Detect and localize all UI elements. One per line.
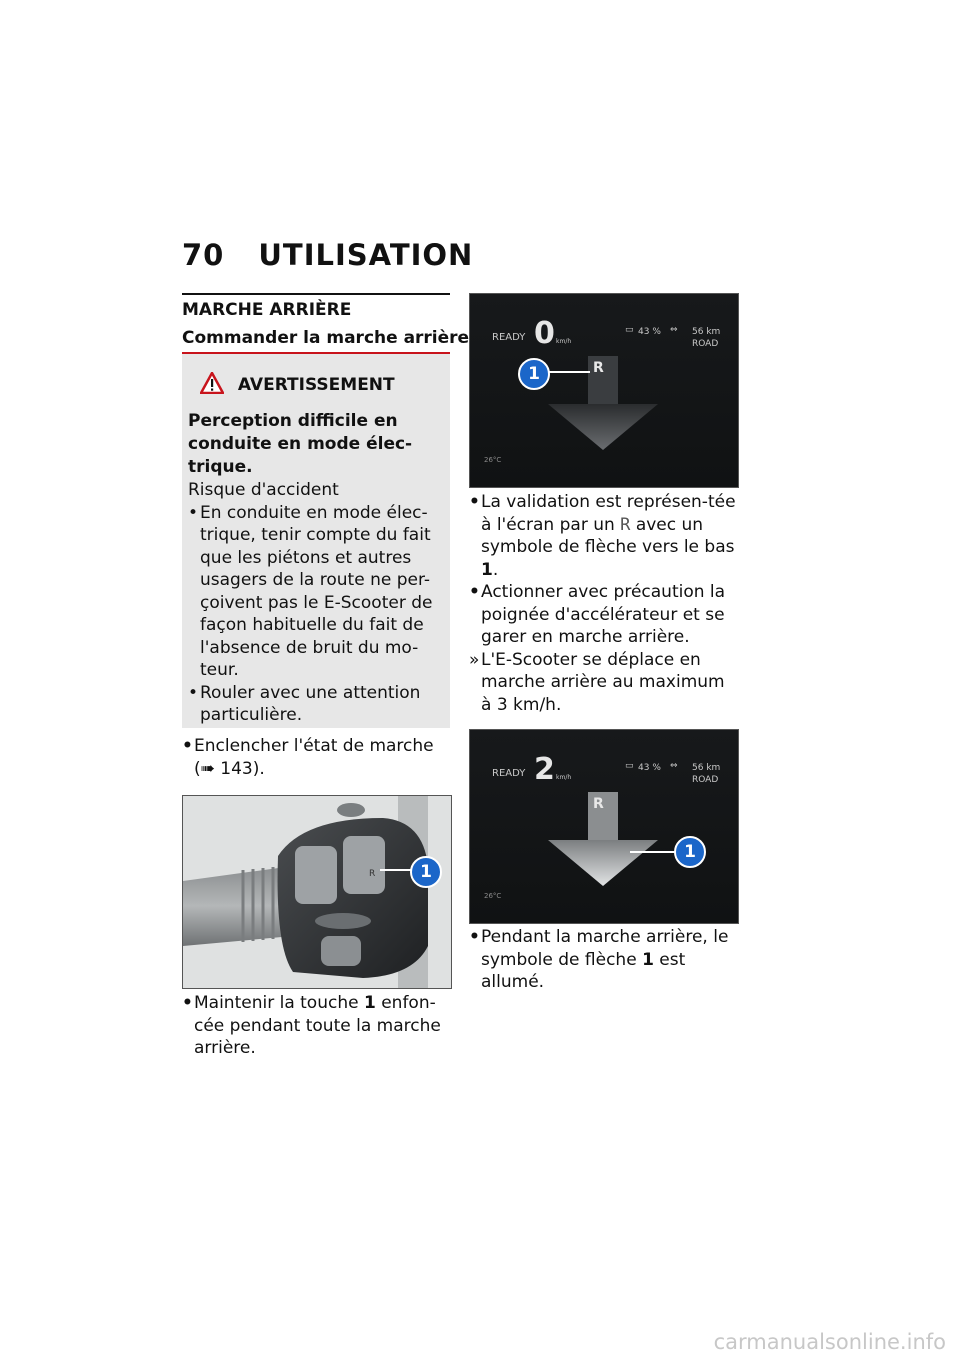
step-text: Pendant la marche arrière, le symbole de flèche xyxy=(481,927,729,970)
tft-display-figure-2 xyxy=(469,729,739,924)
step-text: enfon-cée pendant toute la marche arrière. xyxy=(194,993,441,1058)
left-steps-2 xyxy=(182,992,450,1060)
warning-body xyxy=(188,479,444,727)
range-value: 56 km xyxy=(692,763,721,773)
speed-unit: km/h xyxy=(556,774,572,781)
warning-triangle-icon xyxy=(200,375,238,395)
gear-indicator: R xyxy=(593,360,604,376)
warning-bullet: • Rouler avec une attention particulière. xyxy=(188,682,444,727)
step-text: Maintenir la touche xyxy=(194,993,364,1013)
temperature: 26°C xyxy=(484,456,502,464)
handlebar-switch-figure xyxy=(182,795,452,989)
warning-heading xyxy=(200,372,395,395)
step-text: La validation est représen-tée à l'écran par un xyxy=(481,492,736,535)
speed-value: 0 xyxy=(534,316,555,351)
warning-bullet: • En conduite en mode élec-trique, tenir compte du fait que les piétons et autres usagers de la route ne per-çoivent pas le E-Scooter de façon habituelle du fait de l'absence de bruit du mo-teur. xyxy=(188,502,444,682)
warning-title: Perception difficile en conduite en mode élec-trique. xyxy=(188,411,413,477)
result-item: » L'E-Scooter se déplace en marche arrière au maximum à 3 km/h. xyxy=(469,649,737,717)
temperature: 26°C xyxy=(484,892,502,900)
reference-arrow-icon: ➠ xyxy=(200,758,215,779)
battery-level: 43 % xyxy=(638,763,661,773)
step-ref-number: 1 xyxy=(481,559,493,580)
battery-icon: ▭ xyxy=(625,761,634,771)
battery-level: 43 % xyxy=(638,327,661,337)
handlebar-illustration xyxy=(183,796,451,988)
callout-1: 1 xyxy=(674,836,706,868)
speed-value: 2 xyxy=(534,752,555,787)
step-item: • Actionner avec précaution la poignée d'accélérateur et se garer en marche arrière. xyxy=(469,581,737,649)
range-value: 56 km xyxy=(692,327,721,337)
riding-mode: ROAD xyxy=(692,339,719,349)
reverse-switch-label: R xyxy=(369,869,376,879)
battery-icon: ▭ xyxy=(625,325,634,335)
step-item xyxy=(182,992,450,1060)
step-text: Enclencher l'état de marche xyxy=(194,736,434,756)
range-icon: ⇔ xyxy=(670,761,678,771)
page-number: 70 xyxy=(182,238,225,272)
step-text: est allumé. xyxy=(481,949,686,992)
ready-indicator: READY xyxy=(492,768,526,779)
section-rule xyxy=(182,293,450,295)
step-text: . xyxy=(492,559,499,580)
callout-1: 1 xyxy=(518,358,550,390)
riding-mode: ROAD xyxy=(692,775,719,785)
section-title: MARCHE ARRIÈRE xyxy=(182,300,352,320)
step-item xyxy=(469,926,737,994)
gear-indicator: R xyxy=(593,796,604,812)
chapter-title: UTILISATION xyxy=(258,238,474,272)
speed-unit: km/h xyxy=(556,338,572,345)
warning-label: AVERTISSEMENT xyxy=(237,375,395,395)
page-reference: 143). xyxy=(220,758,265,779)
callout-1: 1 xyxy=(410,856,442,888)
step-item: • Enclencher l'état de marche (➠ 143). xyxy=(182,735,450,780)
warning-bullets xyxy=(188,502,444,727)
right-steps-1 xyxy=(469,491,737,716)
warning-risk: Risque d'accident xyxy=(188,480,339,500)
step-ref-number: 1 xyxy=(642,949,654,970)
watermark: carmanualsonline.info xyxy=(713,1330,946,1354)
range-icon: ⇔ xyxy=(670,325,678,335)
step-text: avec un symbole de flèche vers le bas xyxy=(481,514,735,557)
page-header xyxy=(182,238,473,272)
step-item xyxy=(469,491,737,581)
step-ref-number: 1 xyxy=(363,993,376,1013)
right-steps-2 xyxy=(469,926,737,994)
section-subtitle: Commander la marche arrière xyxy=(182,328,470,348)
ready-indicator: READY xyxy=(492,332,526,343)
tft-display-figure-1 xyxy=(469,293,739,488)
left-steps-1 xyxy=(182,735,450,780)
reverse-r-symbol: R xyxy=(620,514,631,535)
